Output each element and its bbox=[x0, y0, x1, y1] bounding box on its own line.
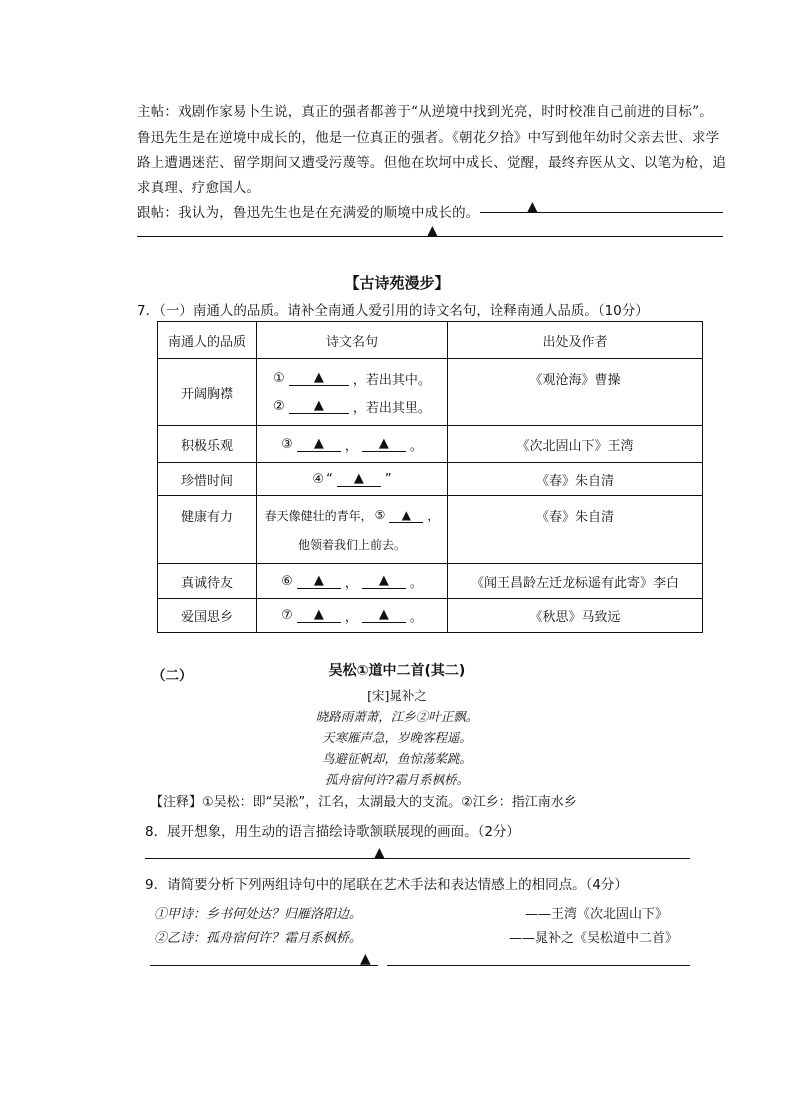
marker-icon: ▲ bbox=[374, 845, 385, 861]
quality-cell: 爱国思乡 bbox=[158, 599, 257, 633]
lines-cell bbox=[257, 463, 448, 496]
header-source: 出处及作者 bbox=[448, 322, 703, 359]
table-header-row bbox=[158, 322, 703, 359]
line-text: 春天像健壮的青年， bbox=[264, 508, 373, 523]
table-row bbox=[158, 463, 703, 496]
header-lines: 诗文名句 bbox=[257, 322, 448, 359]
intro-line-4: 求真理、疗愈国人。 bbox=[137, 180, 261, 196]
marker-icon: ▲ bbox=[427, 223, 438, 239]
lines-cell bbox=[257, 564, 448, 599]
source-cell: 《闻王昌龄左迁龙标遥有此寄》李白 bbox=[448, 564, 703, 599]
source-cell: 《次北固山下》王湾 bbox=[448, 426, 703, 463]
line-text: 他领着我们上前去。 bbox=[297, 537, 406, 552]
question-7-title: 7．（一）南通人的品质。请补全南通人爱引用的诗文名句，诠释南通人品质。（10分） bbox=[137, 303, 649, 319]
table-row bbox=[158, 599, 703, 633]
line-text: “ bbox=[326, 471, 333, 487]
table-row bbox=[158, 359, 703, 426]
poem-a: ①甲诗：乡书何处达？归雁洛阳边。 bbox=[154, 907, 363, 922]
quality-cell: 开阔胸襟 bbox=[158, 359, 257, 426]
intro-line-2: 鲁迅先生是在逆境中成长的，他是一位真正的强者。《朝花夕拾》中写到他年幼时父亲去世、求学 bbox=[137, 130, 720, 146]
quality-cell: 积极乐观 bbox=[158, 426, 257, 463]
poem-table bbox=[157, 321, 703, 633]
line-text: 。 bbox=[409, 575, 423, 591]
line-text: ， bbox=[427, 508, 440, 523]
marker-icon: ▲ bbox=[360, 951, 371, 967]
line-text: ，若出其中。 bbox=[352, 372, 431, 388]
blank-6b[interactable]: ▲ bbox=[362, 574, 406, 589]
answer-line[interactable] bbox=[150, 965, 378, 966]
question-8-title: 8．展开想象，用生动的语言描绘诗歌颔联展现的画面。（2分） bbox=[145, 824, 520, 840]
intro-line-3: 路上遭遇迷茫、留学期间又遭受污蔑等。但他在坎坷中成长、觉醒，最终弃医从文、以笔为枪，追 bbox=[137, 155, 727, 171]
intro-line-1: 主帖：戏剧作家易卜生说，真正的强者都善于“从逆境中找到光亮，时时校准自己前进的目标”。 bbox=[137, 104, 713, 120]
table-row bbox=[158, 496, 703, 564]
table-row bbox=[158, 426, 703, 463]
poem-line-4: 孤舟宿何许?霜月系枫桥。 bbox=[324, 772, 470, 787]
answer-line[interactable] bbox=[387, 965, 690, 966]
line-text: ” bbox=[384, 471, 392, 487]
quality-cell: 真诚待友 bbox=[158, 564, 257, 599]
blank-4[interactable]: ▲ bbox=[337, 472, 381, 487]
lines-cell bbox=[257, 426, 448, 463]
line-text: ， bbox=[344, 438, 358, 454]
section-title: 【古诗苑漫步】 bbox=[344, 274, 450, 292]
answer-line[interactable] bbox=[480, 212, 723, 213]
blank-number: ③ bbox=[281, 436, 293, 452]
line-text: ， bbox=[344, 575, 358, 591]
blank-number: ① bbox=[273, 370, 285, 386]
poem-line-3: 鸟避征帆却，鱼惊荡桨跳。 bbox=[321, 751, 472, 766]
poem-note: 【注释】①吴松：即“吴淞”，江名，太湖最大的支流。②江乡：指江南水乡 bbox=[150, 795, 577, 810]
intro-line-5: 跟帖：我认为，鲁迅先生也是在充满爱的顺境中成长的。 bbox=[137, 205, 480, 221]
header-quality: 南通人的品质 bbox=[158, 322, 257, 359]
blank-number: ⑥ bbox=[281, 573, 293, 589]
blank-7b[interactable]: ▲ bbox=[362, 608, 406, 623]
line-text: 。 bbox=[409, 610, 423, 625]
blank-6a[interactable]: ▲ bbox=[297, 574, 341, 589]
quality-cell: 珍惜时间 bbox=[158, 463, 257, 496]
lines-cell bbox=[257, 496, 448, 564]
source-cell: 《春》朱自清 bbox=[448, 496, 703, 564]
question-9-title: 9．请简要分析下列两组诗句中的尾联在艺术手法和表达情感上的相同点。（4分） bbox=[145, 877, 628, 893]
blank-number: ⑤ bbox=[374, 508, 386, 522]
source-cell: 《春》朱自清 bbox=[448, 463, 703, 496]
blank-3a[interactable]: ▲ bbox=[297, 437, 341, 452]
source-cell: 《秋思》马致远 bbox=[448, 599, 703, 633]
line-text: ， bbox=[344, 610, 358, 625]
blank-2[interactable]: ▲ bbox=[289, 399, 349, 414]
poem-title: 吴松①道中二首(其二) bbox=[328, 663, 466, 679]
lines-cell bbox=[257, 599, 448, 633]
poem-b-source: ——晁补之《吴松道中二首》 bbox=[509, 931, 679, 946]
part-2-label: （二） bbox=[152, 668, 193, 684]
blank-5[interactable]: ▲ bbox=[389, 508, 423, 523]
poem-author: [宋]晁补之 bbox=[367, 688, 427, 703]
blank-7a[interactable]: ▲ bbox=[297, 608, 341, 623]
line-text: 。 bbox=[409, 438, 423, 454]
poem-line-1: 晓路雨萧萧，江乡②叶正飘。 bbox=[315, 709, 479, 724]
blank-number: ② bbox=[273, 398, 285, 414]
quality-cell: 健康有力 bbox=[158, 496, 257, 564]
source-cell: 《观沧海》曹操 bbox=[448, 359, 703, 426]
poem-a-source: ——王湾《次北固山下》 bbox=[525, 907, 669, 922]
marker-icon: ▲ bbox=[527, 199, 538, 215]
answer-line[interactable] bbox=[145, 858, 690, 859]
blank-3b[interactable]: ▲ bbox=[362, 437, 406, 452]
blank-number: ⑦ bbox=[281, 608, 293, 623]
blank-1[interactable]: ▲ bbox=[289, 371, 349, 386]
table-row bbox=[158, 564, 703, 599]
poem-line-2: 天寒雁声急，岁晚客程遥。 bbox=[321, 730, 472, 745]
poem-b: ②乙诗：孤舟宿何许？霜月系枫桥。 bbox=[154, 931, 363, 946]
line-text: ，若出其里。 bbox=[352, 400, 431, 416]
blank-number: ④ bbox=[312, 471, 325, 487]
lines-cell bbox=[257, 359, 448, 426]
